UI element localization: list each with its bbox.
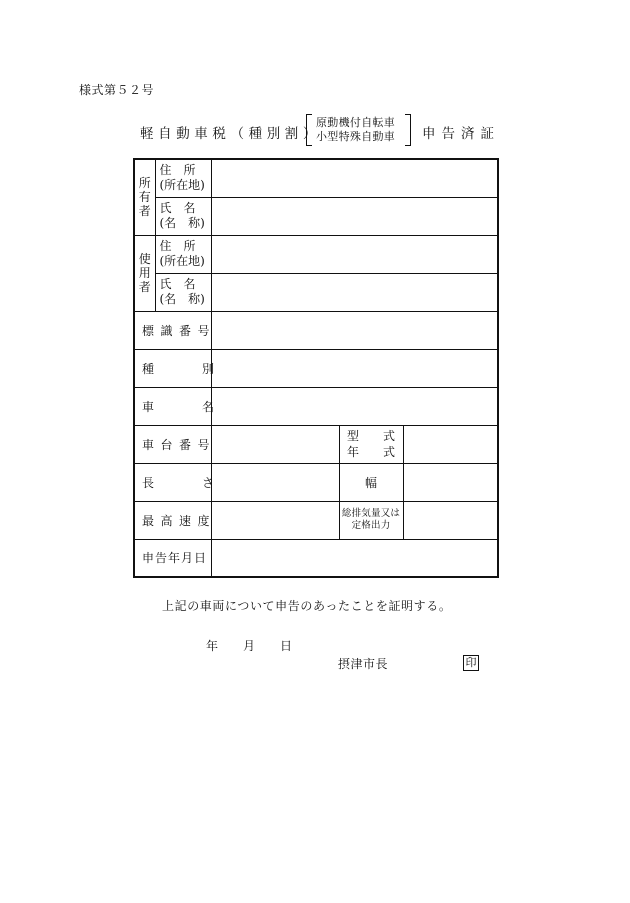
model-field[interactable] (403, 425, 498, 463)
mayor-signature-label: 摂津市長 (338, 657, 389, 671)
plate-number-field[interactable] (211, 311, 498, 349)
table-row (134, 387, 498, 425)
declaration-date-label: 申告年月日 (134, 539, 211, 577)
table-row (134, 349, 498, 387)
user-address-label: 住 所 (所在地) (155, 235, 211, 273)
left-bracket (306, 114, 312, 146)
title-suffix: 申告済証 (422, 126, 500, 142)
user-address-field[interactable] (211, 235, 498, 273)
max-speed-label: 最高速度 (134, 501, 211, 539)
plate-number-label: 標識番号 (134, 311, 211, 349)
model-label: 型 式 年 式 (339, 425, 403, 463)
table-row (134, 501, 498, 539)
table-row (134, 463, 498, 501)
vehicle-type-small-special: 小型特殊自動車 (316, 130, 396, 143)
table-row (134, 197, 498, 235)
owner-group-label: 所 有 者 (134, 159, 155, 235)
width-label: 幅 (339, 463, 403, 501)
table-row (134, 273, 498, 311)
owner-name-label: 氏 名 (名 称) (155, 197, 211, 235)
table-row (134, 425, 498, 463)
right-bracket (405, 114, 411, 146)
chassis-number-field[interactable] (211, 425, 339, 463)
table-row (134, 311, 498, 349)
certificate-table (133, 158, 499, 578)
owner-address-field[interactable] (211, 159, 498, 197)
date-year: 年 (206, 639, 219, 653)
title-main: 軽自動車税（種別割） (140, 126, 321, 142)
user-group-label: 使 用 者 (134, 235, 155, 311)
table-row (134, 159, 498, 197)
width-field[interactable] (403, 463, 498, 501)
date-month: 月 (243, 639, 256, 653)
displacement-field[interactable] (403, 501, 498, 539)
certification-statement: 上記の車両について申告のあったことを証明する。 (162, 599, 452, 613)
table-row (134, 539, 498, 577)
owner-name-field[interactable] (211, 197, 498, 235)
displacement-label: 総排気量又は 定格出力 (339, 501, 403, 539)
chassis-number-label: 車台番号 (134, 425, 211, 463)
user-name-label: 氏 名 (名 称) (155, 273, 211, 311)
table-row (134, 235, 498, 273)
user-name-field[interactable] (211, 273, 498, 311)
vehicle-name-label: 車名 (134, 387, 211, 425)
max-speed-field[interactable] (211, 501, 339, 539)
date-day: 日 (280, 639, 293, 653)
form-number: 様式第５２号 (79, 83, 155, 97)
seal-mark: 印 (463, 655, 479, 671)
vehicle-type-moped: 原動機付自転車 (316, 116, 396, 129)
owner-address-label: 住 所 (所在地) (155, 159, 211, 197)
declaration-date-field[interactable] (211, 539, 498, 577)
length-label: 長さ (134, 463, 211, 501)
document-title (0, 114, 630, 148)
type-label: 種別 (134, 349, 211, 387)
